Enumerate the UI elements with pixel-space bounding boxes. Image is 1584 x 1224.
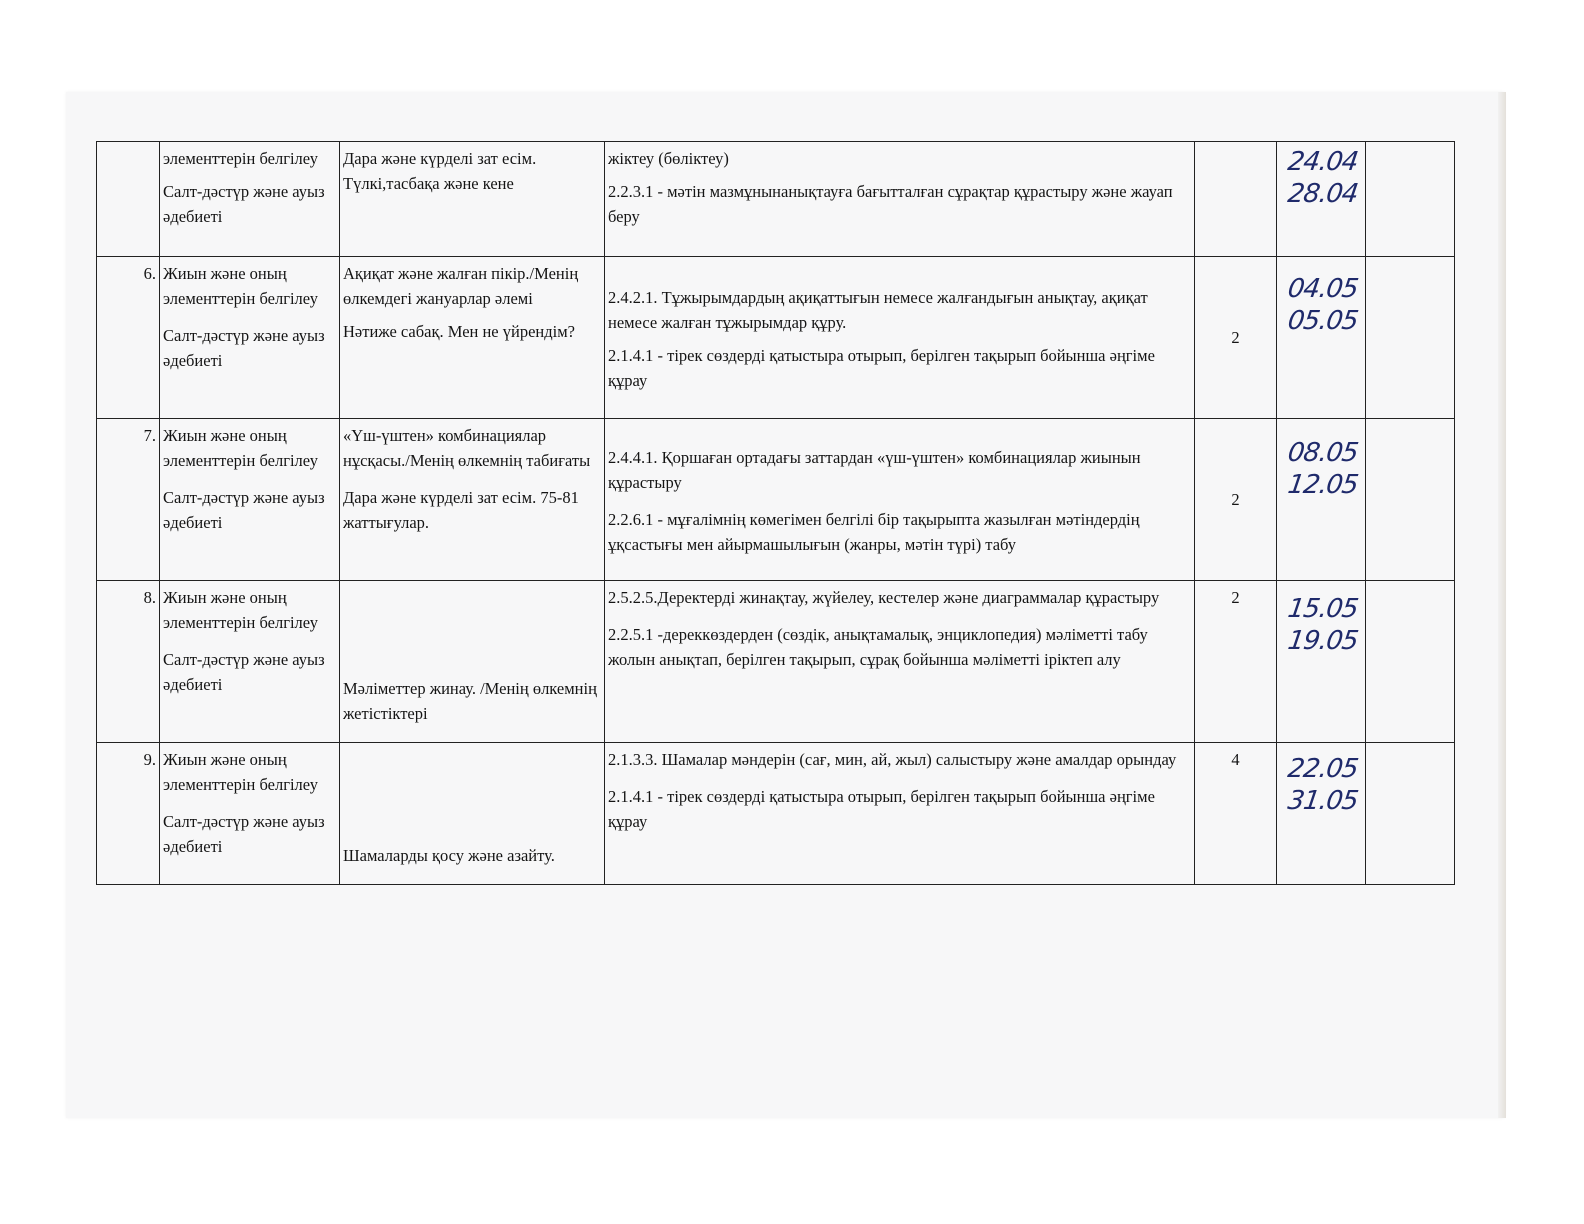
notes-cell <box>1366 142 1455 257</box>
objective-text: 2.5.2.5.Деректерді жинақтау, жүйелеу, кестелер және диаграммалар құрастыру <box>608 588 1160 607</box>
objectives-cell <box>605 257 1195 419</box>
handwritten-date: 24.04 <box>1285 147 1360 177</box>
hours-cell: 2 <box>1195 581 1277 743</box>
section-text: Жиын және оның элементтерін белгілеу <box>163 750 318 794</box>
objectives-cell <box>605 743 1195 885</box>
section-cell <box>160 743 340 885</box>
hours-cell <box>1195 142 1277 257</box>
handwritten-date: 28.04 <box>1285 179 1360 209</box>
handwritten-date: 12.05 <box>1285 470 1360 500</box>
handwritten-date: 15.05 <box>1285 594 1360 624</box>
section-cell <box>160 257 340 419</box>
table-row <box>97 142 1455 257</box>
objectives-cell <box>605 419 1195 581</box>
table-row <box>97 743 1455 885</box>
lesson-number <box>97 142 160 257</box>
hours-cell: 2 <box>1195 257 1277 419</box>
lesson-number: 9. <box>97 743 160 885</box>
dates-cell <box>1277 743 1366 885</box>
topic-text: Мәліметтер жинау. /Менің өлкемнің жетістіктері <box>343 679 597 723</box>
objective-text: 2.1.3.3. Шамалар мәндерін (сағ, мин, ай, жыл) салыстыру және амалдар орындау <box>608 750 1177 769</box>
lesson-number: 7. <box>97 419 160 581</box>
dates-cell <box>1277 581 1366 743</box>
objective-text: 2.1.4.1 - тірек сөздерді қатыстыра отырып, берілген тақырып бойынша әңгіме құрау <box>608 346 1155 390</box>
table-row <box>97 581 1455 743</box>
objectives-cell <box>605 581 1195 743</box>
section-text: Жиын және оның элементтерін белгілеу <box>163 426 318 470</box>
topic-cell <box>340 743 605 885</box>
notes-cell <box>1366 743 1455 885</box>
paper-edge <box>1498 92 1506 1118</box>
section-text: элементтерін белгілеу <box>163 149 318 168</box>
section-text: Салт-дәстүр және ауыз әдебиеті <box>163 488 325 532</box>
lesson-number: 6. <box>97 257 160 419</box>
topic-cell <box>340 419 605 581</box>
topic-text: Ақиқат және жалған пікір./Менің өлкемдегі жануарлар әлемі <box>343 264 579 308</box>
section-text: Салт-дәстүр және ауыз әдебиеті <box>163 182 325 226</box>
section-cell <box>160 142 340 257</box>
handwritten-date: 19.05 <box>1285 626 1360 656</box>
objective-text: 2.1.4.1 - тірек сөздерді қатыстыра отырып, берілген тақырып бойынша әңгіме құрау <box>608 787 1155 831</box>
objective-text: 2.4.4.1. Қоршаған ортадағы заттардан «үш-үштен» комбинациялар жиынын құрастыру <box>608 448 1141 492</box>
handwritten-date: 04.05 <box>1285 274 1360 304</box>
objectives-cell <box>605 142 1195 257</box>
lesson-number: 8. <box>97 581 160 743</box>
notes-cell <box>1366 581 1455 743</box>
objective-text: 2.2.6.1 - мұғалімнің көмегімен белгілі бір тақырыпта жазылған мәтіндердің ұқсастығы мен айырмашылығын (жанры, мәтін түрі) табу <box>608 510 1140 554</box>
handwritten-date: 22.05 <box>1285 754 1360 784</box>
hours-cell: 2 <box>1195 419 1277 581</box>
dates-cell <box>1277 419 1366 581</box>
topic-cell <box>340 142 605 257</box>
section-text: Салт-дәстүр және ауыз әдебиеті <box>163 326 325 370</box>
topic-text: «Үш-үштен» комбинациялар нұсқасы./Менің өлкемнің табиғаты <box>343 426 591 470</box>
table-row <box>97 257 1455 419</box>
dates-cell <box>1277 142 1366 257</box>
section-cell <box>160 581 340 743</box>
notes-cell <box>1366 419 1455 581</box>
topic-cell <box>340 581 605 743</box>
section-text: Салт-дәстүр және ауыз әдебиеті <box>163 812 325 856</box>
lesson-plan-table <box>96 141 1455 885</box>
handwritten-date: 05.05 <box>1285 306 1360 336</box>
dates-cell <box>1277 257 1366 419</box>
topic-text: Нәтиже сабақ. Мен не үйрендім? <box>343 322 575 341</box>
topic-cell <box>340 257 605 419</box>
topic-text: Дара және күрделі зат есім. Түлкі,тасбақа және кене <box>343 149 537 193</box>
objective-text: жіктеу (бөліктеу) <box>608 149 729 168</box>
handwritten-date: 31.05 <box>1285 786 1360 816</box>
topic-text: Дара және күрделі зат есім. 75-81 жаттығулар. <box>343 488 579 532</box>
objective-text: 2.2.3.1 - мәтін мазмұнынанықтауға бағытталған сұрақтар құрастыру және жауап беру <box>608 182 1173 226</box>
handwritten-date: 08.05 <box>1285 438 1360 468</box>
topic-text: Шамаларды қосу және азайту. <box>343 846 555 865</box>
table-row <box>97 419 1455 581</box>
hours-cell: 4 <box>1195 743 1277 885</box>
notes-cell <box>1366 257 1455 419</box>
objective-text: 2.2.5.1 -дереккөздерден (сөздік, анықтамалық, энциклопедия) мәліметті табу жолын анықтап, берілген тақырып, сұрақ бойынша мәліметті іріктеп алу <box>608 625 1148 669</box>
section-cell <box>160 419 340 581</box>
objective-text: 2.4.2.1. Тұжырымдардың ақиқаттығын немесе жалғандығын анықтау, ақиқат немесе жалған тұжырымдар құру. <box>608 288 1148 332</box>
section-text: Салт-дәстүр және ауыз әдебиеті <box>163 650 325 694</box>
section-text: Жиын және оның элементтерін белгілеу <box>163 264 318 308</box>
section-text: Жиын және оның элементтерін белгілеу <box>163 588 318 632</box>
